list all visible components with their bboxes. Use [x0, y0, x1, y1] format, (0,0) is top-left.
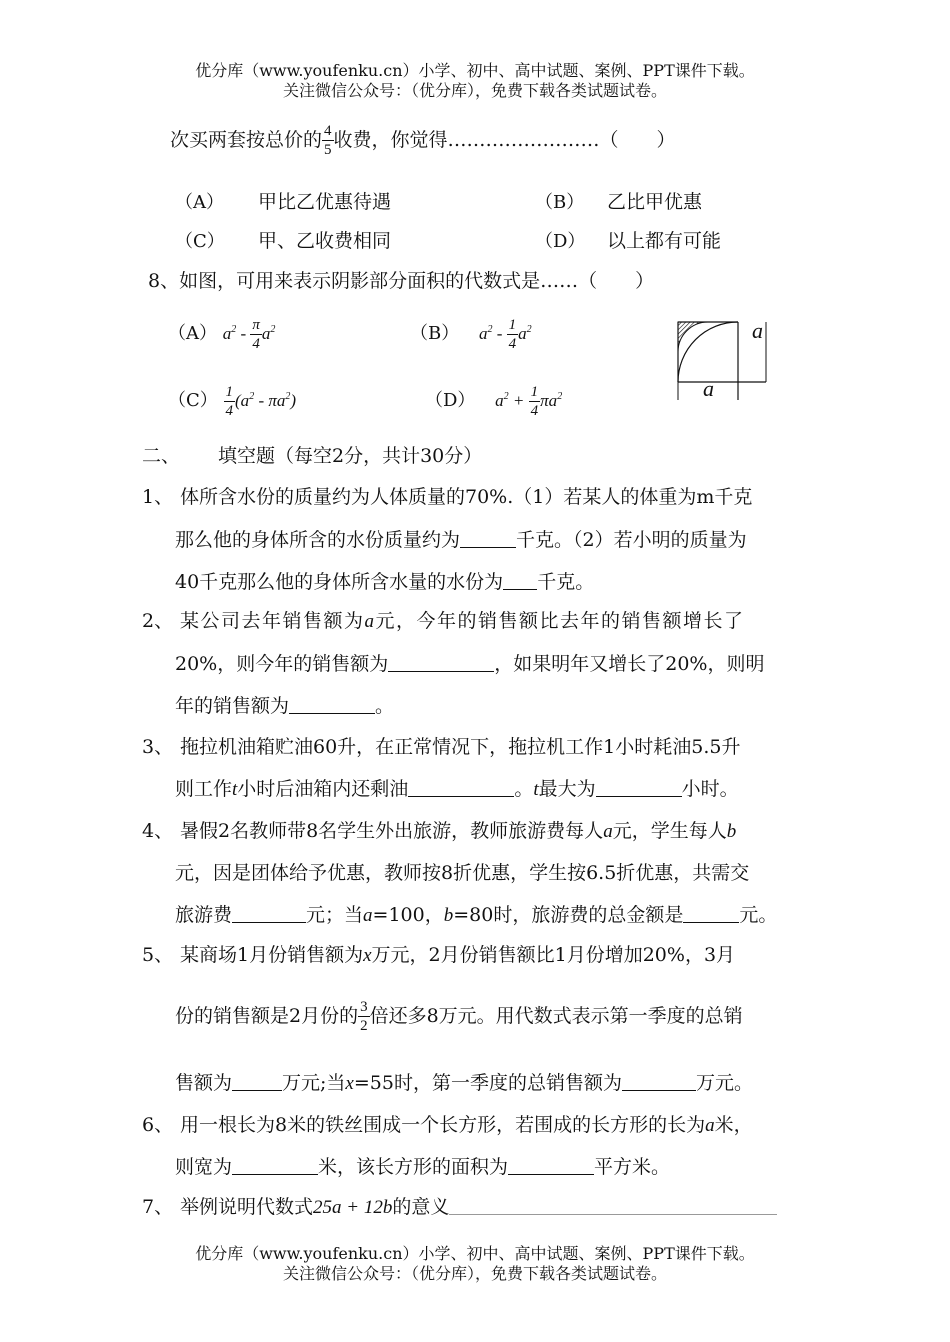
- q7-fraction: [322, 124, 334, 158]
- p5-line-2: [175, 1000, 743, 1034]
- p5-line-3-post: 万元。: [695, 1072, 753, 1094]
- p5-line-1-post: 万元，2月份销售额比1月份增加20%，3月: [371, 944, 736, 966]
- p7-pre: 举例说明代数式: [180, 1196, 314, 1218]
- p5-line-3: [175, 1068, 753, 1095]
- p4-line-1: [180, 816, 736, 843]
- p6-blank-2[interactable]: [508, 1156, 594, 1175]
- p7-post: 的意义: [392, 1196, 450, 1218]
- q7-stem-continuation: [170, 124, 676, 158]
- p4-number: 4、: [142, 820, 174, 842]
- p4-line-1-mid: 元，学生每人: [612, 820, 727, 842]
- p2-blank-1[interactable]: [388, 653, 494, 672]
- p6-blank-1[interactable]: [232, 1156, 318, 1175]
- q8-option-c-expr: $\frac{1}{4}$ $(a^2 - \pi a^2)$: [225, 384, 297, 419]
- q7-option-c-text: 甲、乙收费相同: [258, 230, 392, 252]
- p2-line-2-pre: 20%，则今年的销售额为: [175, 653, 389, 675]
- q7-option-d-text: 以上都有可能: [607, 230, 722, 252]
- p3-blank-1[interactable]: [408, 778, 514, 797]
- p5-var-x-2: x: [345, 1073, 354, 1094]
- p5-blank-1[interactable]: [232, 1072, 282, 1091]
- p6-line-1-pre: 用一根长为8米的铁丝围成一个长方形，若围成的长方形的长为: [180, 1114, 706, 1136]
- q8-option-d: [425, 385, 562, 419]
- q7-option-b-label: （B）: [535, 192, 585, 213]
- q7-option-b-text: 乙比甲优惠: [607, 191, 703, 213]
- p5-fraction-numerator: 3: [360, 999, 368, 1015]
- p4-line-3-when: 元；当: [306, 904, 364, 926]
- p4-line-3-post: 元。: [739, 904, 778, 926]
- p4-var-b: b: [726, 821, 737, 842]
- p3-line-1: 拖拉机油箱贮油60升，在正常情况下，拖拉机工作1小时耗油5.5升: [180, 736, 741, 758]
- q8-option-d-expr: $a^2$ + $\frac{1}{4}$ $\pi a^2$: [495, 384, 563, 419]
- p4-blank-2[interactable]: [683, 904, 739, 923]
- p7-answer-line[interactable]: [449, 1196, 777, 1215]
- footer-line-1: 优分库（www.youfenku.cn）小学、初中、高中试题、案例、PPT课件下载。: [195, 1244, 755, 1263]
- p1-line-1: 体所含水份的质量约为人体质量的70%.（1）若某人的体重为m千克: [180, 486, 753, 508]
- q7-option-c-label: （C）: [175, 231, 225, 252]
- p3-line-2-max: 最大为: [538, 778, 596, 800]
- p6-line-1-post: 米，: [714, 1114, 753, 1136]
- p1-blank-1[interactable]: [460, 529, 516, 548]
- p5-fraction-denominator: 2: [360, 1018, 368, 1034]
- p4-line-2: 元，因是团体给予优惠，教师按8折优惠，学生按6.5折优惠，共需交: [175, 862, 750, 884]
- p2-line-2: [175, 649, 764, 676]
- p1-number: 1、: [142, 486, 174, 508]
- q7-option-a-text: 甲比乙优惠待遇: [258, 191, 392, 213]
- q8-option-c-label: （C）: [168, 389, 218, 411]
- p3-line-2-post: 小时。: [681, 778, 739, 800]
- p6-number: 6、: [142, 1114, 174, 1136]
- p4-var-b-2: b: [443, 905, 454, 926]
- q8-option-d-label: （D）: [425, 389, 476, 411]
- p5-line-1-pre: 某商场1月份销售额为: [180, 944, 364, 966]
- p2-number: 2、: [142, 610, 174, 632]
- p7-number: 7、: [142, 1196, 174, 1218]
- p1-line-3: [175, 567, 594, 594]
- p4-line-3-b-value: =80时，旅游费的总金额是: [453, 904, 684, 926]
- p4-line-3-a-value: =100，: [372, 904, 444, 926]
- p6-line-2-post: 平方米。: [594, 1156, 671, 1178]
- header-line-1: 优分库（www.youfenku.cn）小学、初中、高中试题、案例、PPT课件下载。: [195, 61, 755, 80]
- p2-line-3: [175, 691, 394, 718]
- p1-line-2-post: 千克。（2）若小明的质量为: [516, 529, 747, 551]
- q8-option-a-label: （A）: [168, 322, 217, 344]
- p7-line-1: [180, 1192, 777, 1219]
- section-2-title: 填空题（每空2分，共计30分）: [218, 445, 483, 467]
- p2-blank-2[interactable]: [289, 695, 375, 714]
- p7-expression: 25a + 12b: [313, 1197, 393, 1218]
- footer-line-2: 关注微信公众号：（优分库），免费下载各类试题试卷。: [282, 1264, 667, 1283]
- q7-option-d-label: （D）: [535, 231, 586, 252]
- p6-line-2-pre: 则宽为: [175, 1156, 233, 1178]
- p6-var-a: a: [705, 1115, 715, 1136]
- p4-var-a: a: [603, 821, 613, 842]
- p1-line-3-post: 千克。: [537, 571, 595, 593]
- q7-fraction-numerator: 4: [324, 123, 332, 139]
- section-2-number: 二、: [142, 445, 181, 467]
- q8-stem: 8、如图，可用来表示阴影部分面积的代数式是……（ ）: [148, 270, 655, 292]
- q8-option-b-expr: $a^2$ - $\frac{1}{4}$ $a^2$: [478, 317, 532, 352]
- p5-line-3-mid: =55时，第一季度的总销售额为: [353, 1072, 622, 1094]
- p5-line-2-pre: 份的销售额是2月份的: [175, 1005, 359, 1027]
- p2-line-3-post: 。: [375, 695, 395, 717]
- p4-line-3-pre: 旅游费: [175, 904, 233, 926]
- q8-option-b-label: （B）: [410, 322, 460, 344]
- p5-line-2-post: 倍还多8万元。用代数式表示第一季度的总销: [369, 1005, 743, 1027]
- p3-line-2-mid: 小时后油箱内还剩油: [237, 778, 409, 800]
- p6-line-1: [180, 1110, 753, 1137]
- q7-stem-post: 收费，你觉得……………………（ ）: [333, 129, 676, 151]
- p1-line-3-pre: 40千克那么他的身体所含水量的水份为: [175, 571, 504, 593]
- q8-option-a: [168, 318, 275, 352]
- p5-var-x: x: [363, 945, 372, 966]
- q7-stem-pre: 次买两套按总价的: [170, 129, 323, 151]
- p2-line-3-pre: 年的销售额为: [175, 695, 290, 717]
- p1-blank-2[interactable]: [503, 571, 537, 590]
- p3-line-2: [175, 774, 739, 801]
- q7-fraction-denominator: 5: [324, 142, 332, 158]
- p3-blank-2[interactable]: [596, 778, 682, 797]
- p2-line-1: [180, 606, 745, 633]
- q7-option-a-label: （A）: [175, 192, 224, 213]
- p5-fraction: [358, 1000, 370, 1034]
- p2-line-1-pre: 某公司去年销售额为: [180, 610, 365, 632]
- q8-option-c: [168, 385, 296, 419]
- p5-blank-2[interactable]: [622, 1072, 696, 1091]
- shaded-region: [678, 322, 708, 352]
- q8-figure-label-side: a: [752, 318, 763, 343]
- p3-var-t-2: t: [533, 779, 539, 800]
- p3-number: 3、: [142, 736, 174, 758]
- p5-line-3-when: 万元;当: [282, 1072, 346, 1094]
- p4-line-1-pre: 暑假2名教师带8名学生外出旅游，教师旅游费每人: [180, 820, 604, 842]
- p1-line-2-pre: 那么他的身体所含的水份质量约为: [175, 529, 461, 551]
- p5-number: 5、: [142, 944, 174, 966]
- p4-var-a-2: a: [363, 905, 373, 926]
- q8-option-a-expr: $a^2$ - $\frac{\pi}{4}$ $a^2$: [222, 317, 276, 352]
- p5-line-3-pre: 售额为: [175, 1072, 233, 1094]
- p2-line-1-post: 元，今年的销售额比去年的销售额增长了: [375, 610, 745, 632]
- p1-line-2: [175, 525, 747, 552]
- p6-line-2-mid: 米，该长方形的面积为: [318, 1156, 509, 1178]
- p4-blank-1[interactable]: [232, 904, 306, 923]
- p3-line-2-pre: 则工作: [175, 778, 233, 800]
- p3-line-2-period: 。: [514, 778, 534, 800]
- header-line-2: 关注微信公众号：（优分库），免费下载各类试题试卷。: [282, 81, 667, 100]
- p3-var-t: t: [232, 779, 238, 800]
- p6-line-2: [175, 1152, 670, 1179]
- p2-var-a: a: [364, 611, 376, 632]
- q8-figure-label-bottom: a: [703, 376, 714, 401]
- p2-line-2-post: ，如果明年又增长了20%，则明: [494, 653, 765, 675]
- p5-line-1: [180, 940, 735, 967]
- q8-option-b: [410, 318, 532, 352]
- p4-line-3: [175, 900, 777, 927]
